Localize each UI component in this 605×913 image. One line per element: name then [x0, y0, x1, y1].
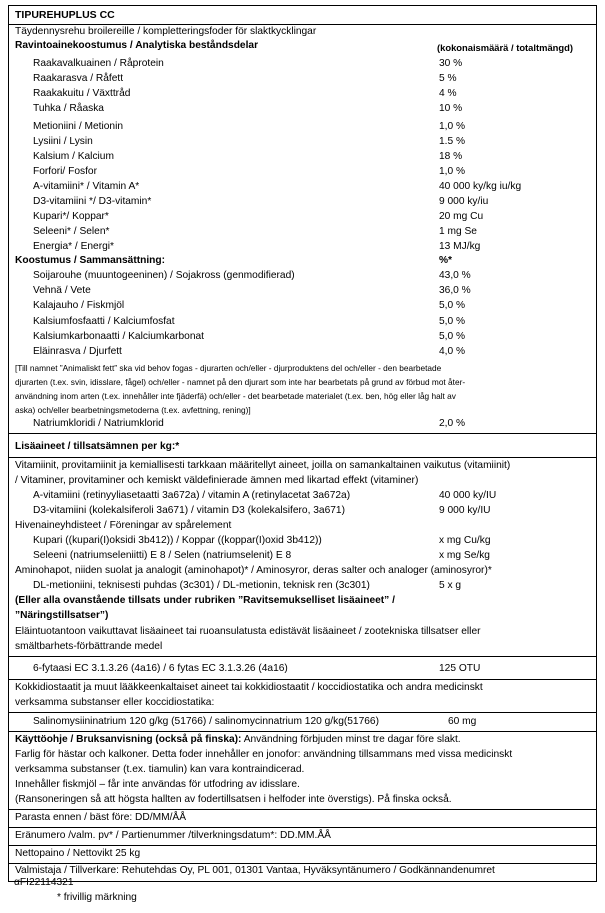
- composition-row-value: 5,0 %: [439, 316, 466, 327]
- composition-row-value: 2,0 %: [439, 418, 466, 429]
- usage-heading-rest: Användning förbjuden minst tre dagar före slakt.: [241, 734, 461, 745]
- usage-line: Farlig för hästar och kalkoner. Detta foder innehåller en jonofor: användning tillsammans med vissa medicinskt: [15, 749, 513, 760]
- additive-name: Seleeni (natriumseleniitti) E 8 / Selen (natriumselenit) E 8: [33, 550, 292, 561]
- section-divider: [9, 827, 596, 828]
- analytical-row-name: Lysiini / Lysin: [33, 136, 93, 147]
- additive-name: Kupari ((kupari(I)oksidi 3b412)) / Koppar ((koppar(I)oxid 3b412)): [33, 535, 322, 546]
- animal-fat-note-line: djurarten (t.ex. svin, idisslare, fågel) och/eller - namnet på den djurart som inte har bearbetats på grund av förbud mot åter-: [15, 377, 466, 387]
- analytical-row-value: 1,0 %: [439, 166, 466, 177]
- section-divider: [9, 809, 596, 810]
- analytical-row-value: 5 %: [439, 73, 457, 84]
- analytical-row-value: 20 mg Cu: [439, 211, 484, 222]
- section-divider: [9, 731, 596, 732]
- analytical-row-name: Energia* / Energi*: [33, 241, 114, 252]
- composition-row-value: 5,0 %: [439, 300, 466, 311]
- vitamins-intro-line: Vitamiinit, provitamiinit ja kemiallisesti tarkkaan määritellyt aineet, joilla on samankaltainen vaikutus (vitamiinit): [15, 460, 511, 471]
- additive-value: 5 x g: [439, 580, 462, 591]
- composition-row-value: 5,0 %: [439, 331, 466, 342]
- product-subtitle: Täydennysrehu broilereille / kompletteringsfoder för slaktkycklingar: [15, 26, 317, 37]
- additive-value: 125 OTU: [439, 663, 481, 674]
- additive-name: DL-metioniini, teknisesti puhdas (3c301) / DL-metionin, teknisk ren (3c301): [33, 580, 370, 591]
- amino-acids-heading: Aminohapot, niiden suolat ja analogit (aminohapot)* / Aminosyror, deras salter och analoger (aminosyror)*: [15, 565, 492, 576]
- section-divider: [9, 433, 596, 434]
- analytical-row-name: Raakarasva / Råfett: [33, 73, 124, 84]
- animal-fat-note-line: [Till namnet ”Animaliskt fett” ska vid behov fogas - djurarten och/eller - djurproduktens del och/eller - den bearbetade: [15, 363, 442, 373]
- analytical-row-name: Raakavalkuainen / Råprotein: [33, 58, 164, 69]
- section-divider: [9, 845, 596, 846]
- analytical-row-value: 18 %: [439, 151, 463, 162]
- feed-label: [8, 5, 597, 882]
- analytical-row-value: 10 %: [439, 103, 463, 114]
- analytical-row-value: 13 MJ/kg: [439, 241, 481, 252]
- additive-name: A-vitamiini (retinyyliasetaatti 3a672a) / vitamin A (retinylacetat 3a672a): [33, 490, 351, 501]
- analytical-unit-note: (kokonaismäärä / totaltmängd): [437, 42, 573, 53]
- composition-row-name: Soijarouhe (muuntogeeninen) / Sojakross (genmodifierad): [33, 270, 295, 281]
- analytical-row-name: Metioniini / Metionin: [33, 121, 124, 132]
- usage-heading: [15, 733, 461, 747]
- composition-row-value: 43,0 %: [439, 270, 471, 281]
- animal-fat-note-line: aska) och/eller bearbetningsmetoderna (t.ex. avfettning, rening)]: [15, 405, 251, 415]
- zootechnical-heading: smältbarhets-förbättrande medel: [15, 641, 163, 652]
- usage-line: Innehåller fiskmjöl – får inte användas för utfodring av idisslare.: [15, 779, 300, 790]
- footnote: * frivillig märkning: [57, 892, 137, 903]
- net-weight: Nettopaino / Nettovikt 25 kg: [15, 848, 141, 859]
- additive-name: D3-vitamiini (kolekalsiferoli 3a671) / vitamin D3 (kolekalsifero, 3a671): [33, 505, 345, 516]
- best-before: Parasta ennen / bäst före: DD/MM/ÅÅ: [15, 812, 186, 823]
- section-divider: [9, 457, 596, 458]
- analytical-row-value: 1 mg Se: [439, 226, 477, 237]
- composition-row-name: Natriumkloridi / Natriumklorid: [33, 418, 164, 429]
- analytical-row-name: Raakakuitu / Växttråd: [33, 88, 131, 99]
- title-row: [9, 6, 596, 25]
- analytical-row-value: 30 %: [439, 58, 463, 69]
- composition-row-name: Vehnä / Vete: [33, 285, 91, 296]
- zootechnical-heading: Eläintuotantoon vaikuttavat lisäaineet tai ruoansulatusta edistävät lisäaineet / zootekniska tillsatser eller: [15, 626, 481, 637]
- analytical-row-name: Kalsium / Kalcium: [33, 151, 114, 162]
- vitamins-intro-line: / Vitaminer, provitaminer och kemiskt väldefinierade ämnen med likartad effekt (vitaminer): [15, 475, 419, 486]
- analytical-row-value: 40 000 ky/kg iu/kg: [439, 181, 522, 192]
- analytical-row-value: 1.5 %: [439, 136, 466, 147]
- analytical-row-name: D3-vitamiini */ D3-vitamin*: [33, 196, 152, 207]
- coccidiostats-heading: verksamma substanser eller koccidiostatika:: [15, 697, 215, 708]
- analytical-row-name: A-vitamiini* / Vitamin A*: [33, 181, 140, 192]
- analytical-row-value: 9 000 ky/iu: [439, 196, 489, 207]
- additive-name: Salinomysiininatrium 120 g/kg (51766) / salinomycinnatrium 120 g/kg(51766): [33, 716, 379, 727]
- additive-name: 6-fytaasi EC 3.1.3.26 (4a16) / 6 fytas EC 3.1.3.26 (4a16): [33, 663, 288, 674]
- product-title: TIPUREHUPLUS CC: [15, 9, 115, 21]
- analytical-row-name: Tuhka / Råaska: [33, 103, 104, 114]
- usage-heading-bold: Käyttöohje / Bruksanvisning (också på finska):: [15, 734, 242, 745]
- analytical-row-name: Forfori/ Fosfor: [33, 166, 97, 177]
- other-additives-heading: ”Näringstillsatser”): [15, 610, 109, 621]
- analytical-row-value: 4 %: [439, 88, 457, 99]
- other-additives-heading: (Eller alla ovanstående tillsats under rubriken ”Ravitsemukselliset lisäaineet” /: [15, 595, 395, 606]
- analytical-row-name: Seleeni* / Selen*: [33, 226, 110, 237]
- composition-unit-note: %*: [439, 255, 453, 266]
- composition-row-name: Kalsiumfosfaatti / Kalciumfosfat: [33, 316, 175, 327]
- batch-number: Eränumero /valm. pv* / Partienummer /tilverkningsdatum*: DD.MM.ÅÅ: [15, 830, 331, 841]
- animal-fat-note-line: användning inom arten (t.ex. innehåller inte fjäderfä) och/eller - det bearbetade materialet (t.ex. ben, hög eller låg halt av: [15, 391, 456, 401]
- trace-elements-heading: Hivenaineyhdisteet / Föreningar av spårelement: [15, 520, 232, 531]
- approval-number: αFI22114321: [14, 877, 74, 888]
- composition-heading: Koostumus / Sammansättning:: [15, 255, 165, 266]
- additive-value: 9 000 ky/IU: [439, 505, 491, 516]
- section-divider: [9, 656, 596, 657]
- additive-value: x mg Cu/kg: [439, 535, 491, 546]
- section-divider: [9, 712, 596, 713]
- usage-line: verksamma substanser (t.ex. tiamulin) kan vara kontraindicerad.: [15, 764, 305, 775]
- additive-value: x mg Se/kg: [439, 550, 490, 561]
- coccidiostats-heading: Kokkidiostaatit ja muut lääkkeenkaltaiset aineet tai kokkidiostaatit / koccidiostatika och andra medicinskt: [15, 682, 483, 693]
- composition-row-name: Kalsiumkarbonaatti / Kalciumkarbonat: [33, 331, 205, 342]
- manufacturer: Valmistaja / Tillverkare: Rehutehdas Oy, PL 001, 01301 Vantaa, Hyväksyntänumero / Godkännandenumret: [15, 865, 495, 876]
- analytical-row-value: 1,0 %: [439, 121, 466, 132]
- composition-row-name: Eläinrasva / Djurfett: [33, 346, 122, 357]
- additive-value: 60 mg: [448, 716, 477, 727]
- composition-row-value: 4,0 %: [439, 346, 466, 357]
- additives-heading: Lisäaineet / tillsatsämnen per kg:*: [15, 441, 180, 452]
- usage-line: (Ransoneringen så att högsta hallten av fodertillsatsen i helfoder inte överstigs). På finska också.: [15, 794, 452, 805]
- analytical-heading: Ravintoainekoostumus / Analytiska beståndsdelar: [15, 40, 259, 51]
- composition-row-name: Kalajauho / Fiskmjöl: [33, 300, 125, 311]
- analytical-row-name: Kupari*/ Koppar*: [33, 211, 109, 222]
- additive-value: 40 000 ky/IU: [439, 490, 497, 501]
- composition-row-value: 36,0 %: [439, 285, 471, 296]
- section-divider: [9, 679, 596, 680]
